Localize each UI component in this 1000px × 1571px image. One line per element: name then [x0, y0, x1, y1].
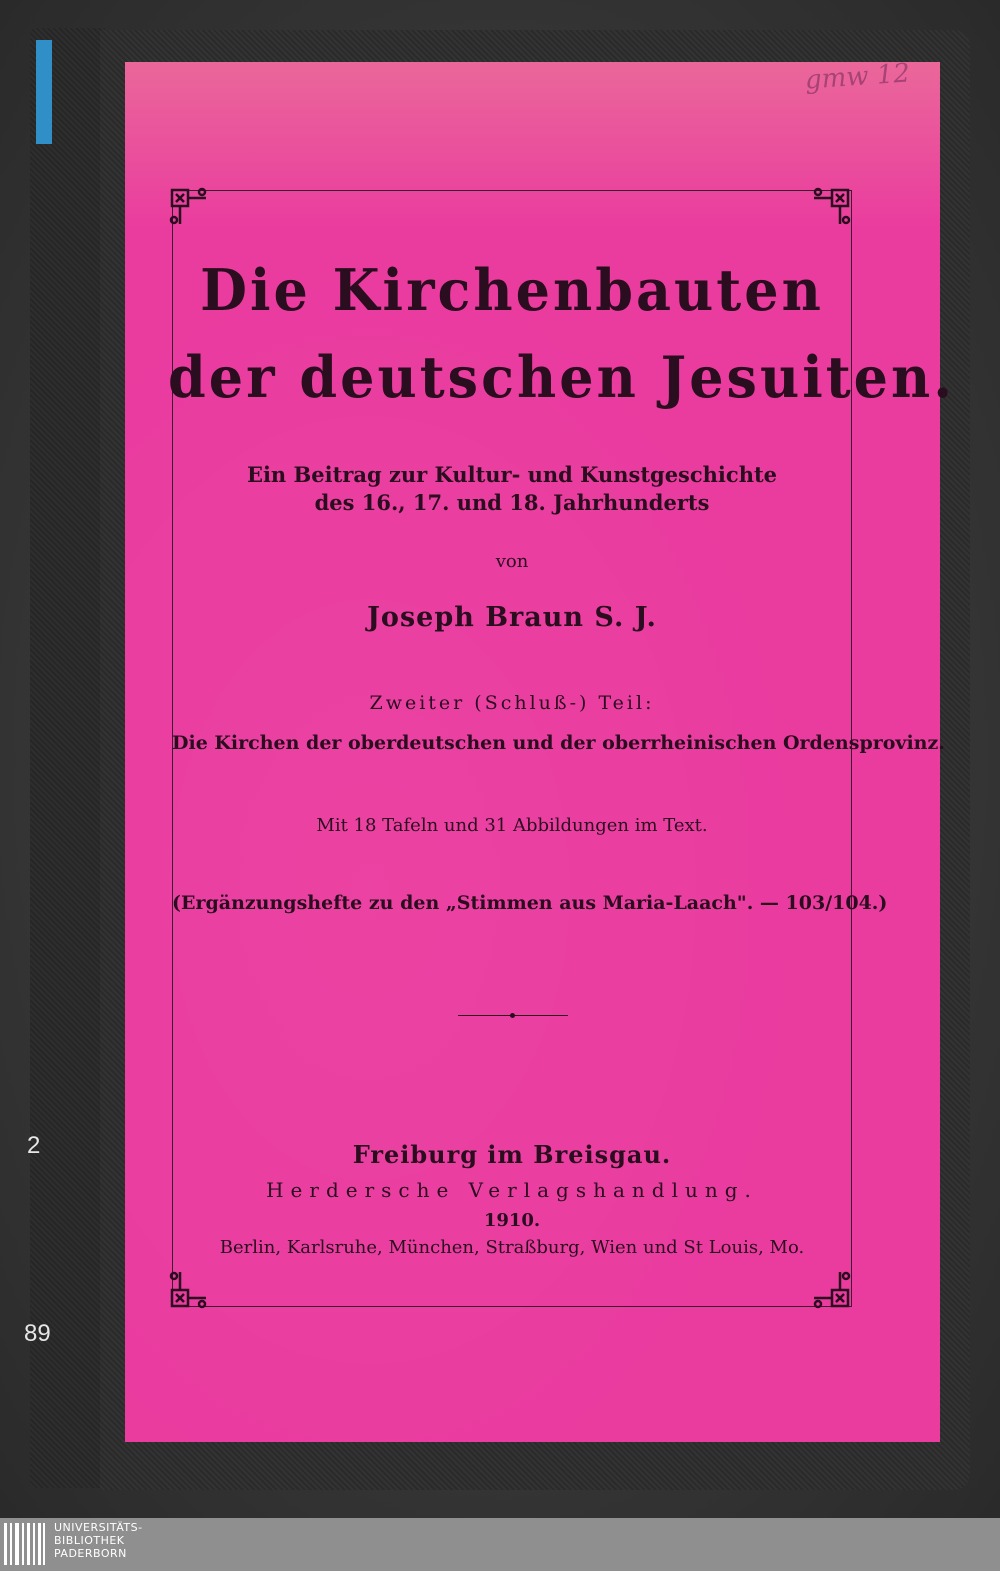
part-heading: Zweiter (Schluß-) Teil:: [369, 692, 655, 714]
spine-number-upper: 2: [27, 1132, 41, 1159]
publisher-cities: Berlin, Karlsruhe, München, Straßburg, Wien und St Louis, Mo.: [219, 1237, 805, 1258]
part-title: Die Kirchen der oberdeutschen und der oberrheinischen Ordensprovinz.: [172, 732, 945, 754]
subtitle-line-2: des 16., 17. und 18. Jahrhunderts: [314, 490, 710, 515]
title-line-1: Die Kirchenbauten: [200, 256, 824, 324]
corner-ornament-icon: [166, 184, 210, 228]
spine-number-lower: 89: [24, 1320, 51, 1347]
library-name-line-3: PADERBORN: [54, 1547, 127, 1560]
series-note: (Ergänzungshefte zu den „Stimmen aus Maria-Laach". — 103/104.): [172, 892, 888, 914]
subtitle-line-1: Ein Beitrag zur Kultur- und Kunstgeschichte: [246, 462, 778, 487]
by-text: von: [495, 551, 529, 572]
library-name-line-2: BIBLIOTHEK: [54, 1534, 125, 1547]
library-logo-text: [54, 1521, 143, 1560]
library-footer-bar: [0, 1518, 1000, 1571]
corner-ornament-icon: [166, 1268, 210, 1312]
illustrations-note: Mit 18 Tafeln und 31 Abbildungen im Text.: [316, 815, 708, 836]
publication-year: 1910.: [483, 1210, 541, 1231]
publisher-name: Herdersche Verlagshandlung.: [266, 1178, 758, 1202]
book-spine: [30, 28, 105, 1488]
publication-place: Freiburg im Breisgau.: [352, 1140, 672, 1169]
handwritten-annotation: gmw 12: [804, 58, 911, 96]
corner-ornament-icon: [810, 184, 854, 228]
title-line-2: der deutschen Jesuiten.: [168, 343, 956, 411]
corner-ornament-icon: [810, 1268, 854, 1312]
library-logo-icon: [4, 1521, 46, 1567]
author-name: Joseph Braun S. J.: [367, 602, 657, 633]
library-name-line-1: UNIVERSITÄTS-: [54, 1521, 143, 1534]
spine-label: [36, 40, 52, 144]
divider-rule: [458, 1015, 568, 1016]
